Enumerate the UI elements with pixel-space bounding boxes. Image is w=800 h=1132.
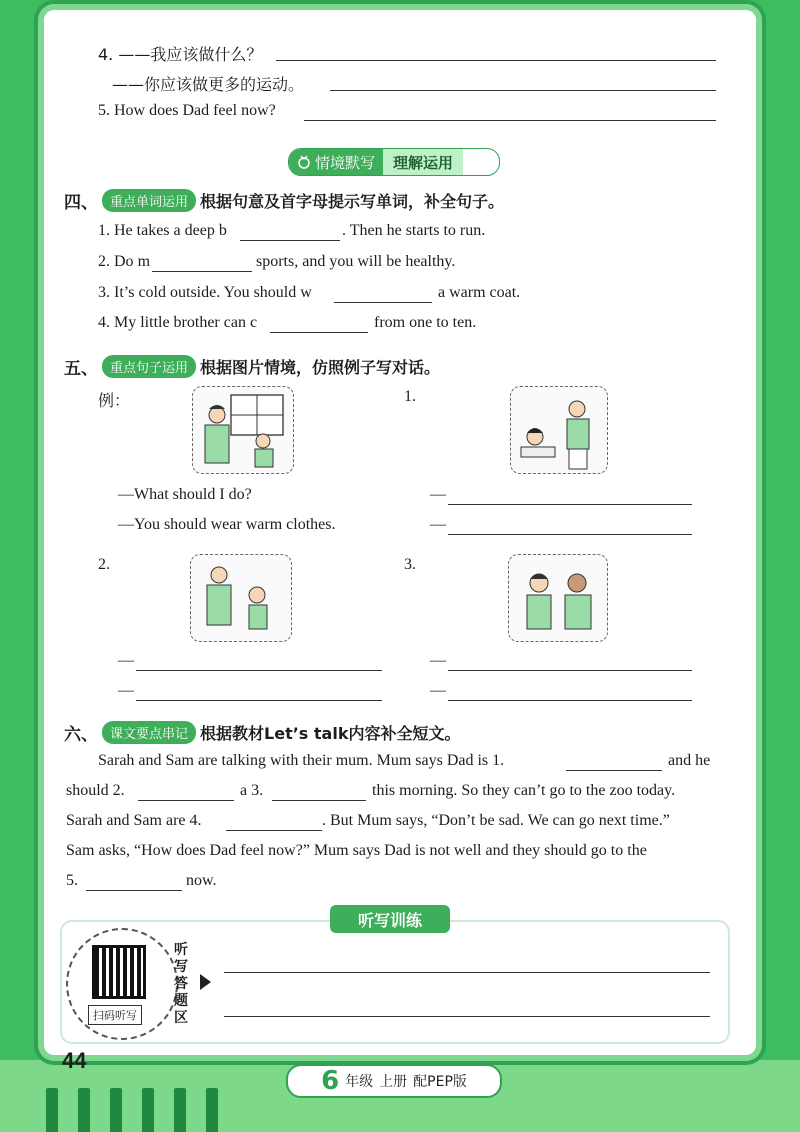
grade-number: 6 (321, 1066, 340, 1096)
section-5-header (64, 354, 440, 379)
example-answer: —You should wear warm clothes. (118, 516, 336, 533)
section-number: 五、 (64, 359, 98, 379)
boys-illustration (191, 555, 291, 641)
item-text-after: . Then he starts to run. (342, 222, 486, 239)
section-number: 四、 (64, 193, 98, 213)
decor-stripe (46, 1088, 58, 1132)
dash: — (430, 682, 446, 699)
play-arrow-icon (200, 974, 211, 990)
page-number: 44 (62, 1048, 87, 1073)
hint-letter: m (137, 253, 151, 270)
decor-stripe (206, 1088, 218, 1132)
section-tag: 重点单词运用 (102, 189, 196, 212)
answer-line[interactable] (448, 534, 692, 535)
medal-icon (297, 155, 311, 169)
item-text-after: sports, and you will be healthy. (256, 253, 456, 270)
window-scene-illustration (193, 387, 293, 473)
banner-left-label: 情境默写 (315, 153, 376, 172)
answer-line[interactable] (330, 90, 716, 91)
section-number: 六、 (64, 725, 98, 745)
item-text: 3. It’s cold outside. You should (98, 284, 301, 301)
term-text: 上册 (379, 1074, 408, 1090)
dash: — (118, 682, 134, 699)
fill-item-4 (98, 314, 257, 332)
passage-line-5a: 5. (66, 872, 78, 889)
question-4b: ——你应该做更多的运动。 (112, 75, 305, 94)
item-text: 1. He takes a deep (98, 222, 219, 239)
answer-line[interactable] (276, 60, 716, 61)
section-description: 根据教材Let’s talk内容补全短文。 (200, 724, 461, 743)
item-text-after: a warm coat. (438, 284, 521, 301)
hint-letter: b (218, 222, 227, 239)
answer-area-label: 听写答题区 (174, 942, 188, 1026)
answer-line[interactable] (224, 972, 710, 973)
passage-line-1a: Sarah and Sam are talking with their mum. Mum says Dad is 1. (98, 752, 505, 769)
passage-line-3b: . But Mum says, “Don’t be sad. We can go next time.” (322, 812, 670, 829)
section-4-header (64, 188, 504, 213)
grade-badge (286, 1064, 502, 1098)
answer-line[interactable] (304, 120, 716, 121)
dash: — (430, 516, 446, 533)
answer-line[interactable] (86, 890, 182, 891)
item-text: 4. My little brother can (98, 314, 250, 331)
passage-line-2b: a 3. (240, 782, 264, 799)
decor-stripe (142, 1088, 154, 1132)
section-banner (288, 148, 500, 176)
banner-right-label: 理解运用 (383, 149, 463, 175)
section-tag: 重点句子运用 (102, 355, 196, 378)
fill-item-1 (98, 222, 227, 240)
section-6-header (64, 720, 460, 745)
answer-line[interactable] (270, 332, 368, 333)
grade-text: 年级 (345, 1074, 374, 1090)
answer-line[interactable] (224, 1016, 710, 1017)
question-4a: 4. ——我应该做什么？ (98, 45, 263, 64)
answer-line[interactable] (240, 240, 340, 241)
hint-letter: c (249, 314, 258, 331)
edition-text: 配PEP版 (413, 1074, 467, 1090)
decor-stripe (78, 1088, 90, 1132)
two-people-illustration (509, 555, 607, 641)
answer-line[interactable] (138, 800, 234, 801)
answer-line[interactable] (136, 670, 382, 671)
passage-line-2c: this morning. So they can’t go to the zoo today. (372, 782, 676, 799)
question-5: 5. How does Dad feel now? (98, 102, 276, 119)
answer-line[interactable] (152, 271, 252, 272)
passage-line-3a: Sarah and Sam are 4. (66, 812, 202, 829)
answer-line[interactable] (334, 302, 432, 303)
passage-line-4: Sam asks, “How does Dad feel now?” Mum says Dad is not well and they should go to the (66, 842, 647, 859)
dash: — (430, 486, 446, 503)
listening-title: 听写训练 (330, 905, 450, 933)
section-tag: 课文要点串记 (102, 721, 196, 744)
picture-number: 1. (404, 388, 416, 405)
example-picture (192, 386, 294, 474)
dash: — (118, 652, 134, 669)
item-text: 2. Do (98, 253, 138, 270)
picture-number: 2. (98, 556, 110, 573)
passage-line-5b: now. (186, 872, 217, 889)
qr-code-icon[interactable] (92, 945, 146, 999)
answer-line[interactable] (448, 504, 692, 505)
answer-line[interactable] (136, 700, 382, 701)
fill-item-3 (98, 284, 312, 302)
picture-1 (510, 386, 608, 474)
qr-label: 扫码听写 (88, 1005, 142, 1025)
picture-number: 3. (404, 556, 416, 573)
decor-stripe (110, 1088, 122, 1132)
example-question: —What should I do? (118, 486, 252, 503)
decor-stripe (174, 1088, 186, 1132)
item-text-after: from one to ten. (374, 314, 477, 331)
example-label: 例： (98, 391, 131, 410)
section-description: 根据句意及首字母提示写单词，补全句子。 (200, 192, 505, 211)
answer-line[interactable] (566, 770, 662, 771)
section-description: 根据图片情境，仿照例子写对话。 (200, 358, 441, 377)
picture-2 (190, 554, 292, 642)
passage-line-2a: should 2. (66, 782, 125, 799)
dash: — (430, 652, 446, 669)
answer-line[interactable] (272, 800, 366, 801)
answer-line[interactable] (448, 700, 692, 701)
answer-line[interactable] (226, 830, 322, 831)
hint-letter: w (300, 284, 312, 301)
answer-line[interactable] (448, 670, 692, 671)
picture-3 (508, 554, 608, 642)
passage-line-1b: and he (668, 752, 711, 769)
fill-item-2 (98, 253, 150, 271)
tired-girl-illustration (511, 387, 607, 473)
